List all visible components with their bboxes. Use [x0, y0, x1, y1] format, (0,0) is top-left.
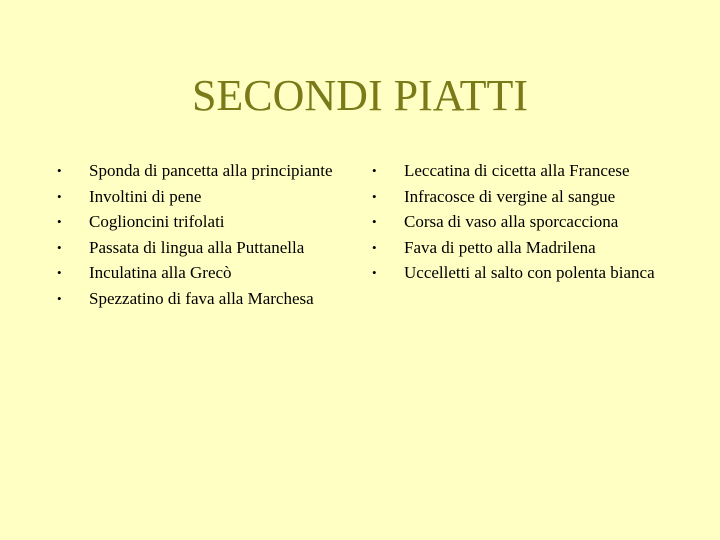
list-item	[370, 186, 670, 208]
bullet-icon: •	[372, 188, 377, 204]
dish-name: Leccatina di cicetta alla Francese	[404, 161, 630, 180]
dish-name: Inculatina alla Grecò	[89, 263, 232, 282]
bullet-icon: •	[57, 214, 62, 229]
bullet-icon: •	[57, 163, 62, 178]
bullet-icon: •	[372, 265, 377, 280]
bullet-icon: •	[372, 239, 377, 255]
list-item	[370, 211, 670, 233]
dish-name: Coglioncini trifolati	[89, 212, 225, 231]
dish-name: Corsa di vaso alla sporcacciona	[404, 212, 619, 231]
bullet-icon: •	[57, 188, 62, 204]
bullet-icon: •	[57, 265, 62, 280]
bullet-icon: •	[372, 163, 377, 178]
dish-name: Infracosce di vergine al sangue	[404, 186, 616, 206]
dish-name: Fava di petto alla Madrilena	[404, 237, 596, 257]
list-item	[55, 262, 355, 284]
list-item	[55, 237, 355, 259]
list-item	[55, 186, 355, 208]
list-item	[55, 160, 355, 182]
list-item	[370, 160, 670, 182]
bullet-icon: •	[372, 214, 377, 229]
bullet-icon: •	[57, 290, 62, 306]
dish-name: Uccelletti al salto con polenta bianca	[404, 263, 655, 282]
dish-name: Passata di lingua alla Puttanella	[89, 237, 305, 257]
dish-name: Sponda di pancetta alla principiante	[89, 161, 333, 180]
right-dish-list	[370, 160, 670, 288]
list-item	[55, 211, 355, 233]
slide-title: SECONDI PIATTI	[191, 71, 529, 120]
left-dish-list	[55, 160, 355, 313]
list-item	[370, 262, 670, 284]
bullet-icon: •	[57, 239, 62, 255]
dish-name: Involtini di pene	[89, 186, 202, 206]
dish-name: Spezzatino di fava alla Marchesa	[89, 288, 314, 308]
list-item	[370, 237, 670, 259]
list-item	[55, 288, 355, 310]
